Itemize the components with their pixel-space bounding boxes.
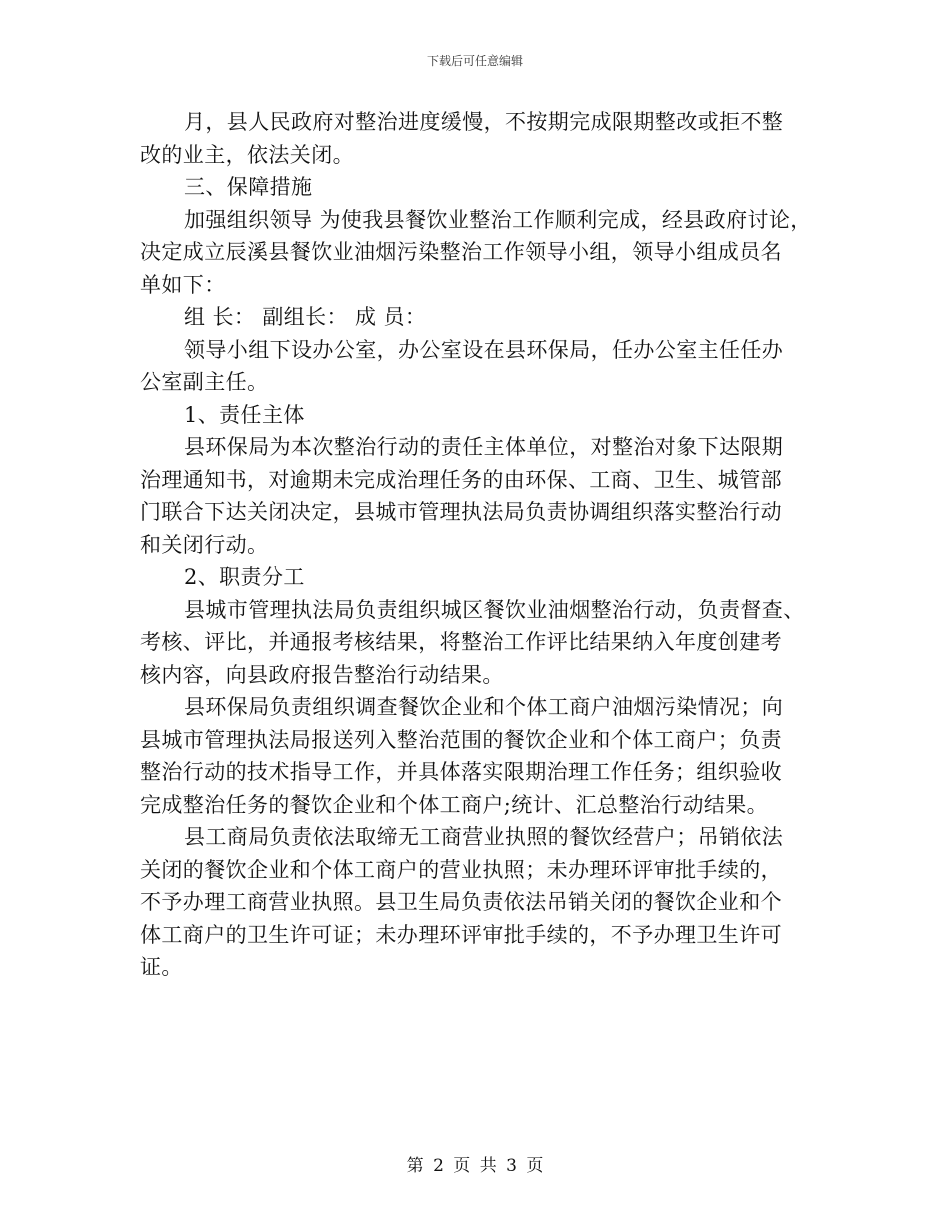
text-line: 完成整治任务的餐饮企业和个体工商户;统计、汇总整治行动结果。 (140, 792, 769, 817)
text-line: 县城市管理执法局报送列入整治范围的餐饮企业和个体工商户；负责 (140, 727, 782, 752)
text-line: 县环保局负责组织调查餐饮企业和个体工商户油烟污染情况；向 (184, 695, 784, 719)
page-footer (0, 1155, 950, 1177)
text-line: 县工商局负责依法取缔无工商营业执照的餐饮经营户；吊销依法 (184, 825, 784, 849)
header-note: 下载后可任意编辑 (426, 54, 523, 68)
document-body (140, 106, 810, 984)
text-line: 1、责任主体 (184, 402, 305, 427)
text-line: 门联合下达关闭决定，县城市管理执法局负责协调组织落实整治行动 (140, 500, 782, 524)
text-line: 决定成立辰溪县餐饮业油烟污染整治工作领导小组，领导小组成员名 (140, 240, 782, 264)
text-line: 核内容，向县政府报告整治行动结果。 (140, 662, 504, 687)
text-line: 体工商户的卫生许可证；未办理环评审批手续的，不予办理卫生许可 (140, 922, 782, 947)
text-line: 治理通知书，对逾期未完成治理任务的由环保、工商、卫生、城管部 (140, 467, 782, 492)
text-line: 和关闭行动。 (140, 532, 269, 557)
page-number: 第 2 页 共 3 页 (406, 1156, 544, 1176)
text-line: 考核、评比，并通报考核结果，将整治工作评比结果纳入年度创建考 (140, 630, 782, 654)
page-header (0, 53, 950, 69)
text-line: 关闭的餐饮企业和个体工商户的营业执照；未办理环评审批手续的， (140, 857, 782, 882)
text-line: 单如下： (140, 272, 226, 297)
text-line: 证。 (140, 955, 183, 979)
text-line: 三、保障措施 (184, 175, 313, 199)
text-line: 月，县人民政府对整治进度缓慢，不按期完成限期整改或拒不整 (184, 110, 784, 134)
text-line: 不予办理工商营业执照。县卫生局负责依法吊销关闭的餐饮企业和个 (140, 890, 782, 914)
text-line: 县城市管理执法局负责组织城区餐饮业油烟整治行动，负责督查、 (184, 597, 805, 622)
text-line: 县环保局为本次整治行动的责任主体单位，对整治对象下达限期 (184, 435, 784, 459)
text-line: 领导小组下设办公室，办公室设在县环保局，任办公室主任任办 (184, 337, 784, 362)
text-line: 整治行动的技术指导工作，并具体落实限期治理工作任务；组织验收 (140, 760, 782, 784)
text-line: 2、职责分工 (184, 565, 305, 589)
text-line: 组 长： 副组长： 成 员： (184, 305, 427, 329)
text-line: 公室副主任。 (140, 370, 269, 394)
text-line: 加强组织领导 为使我县餐饮业整治工作顺利完成，经县政府讨论， (184, 207, 812, 232)
text-line: 改的业主，依法关闭。 (140, 142, 354, 167)
